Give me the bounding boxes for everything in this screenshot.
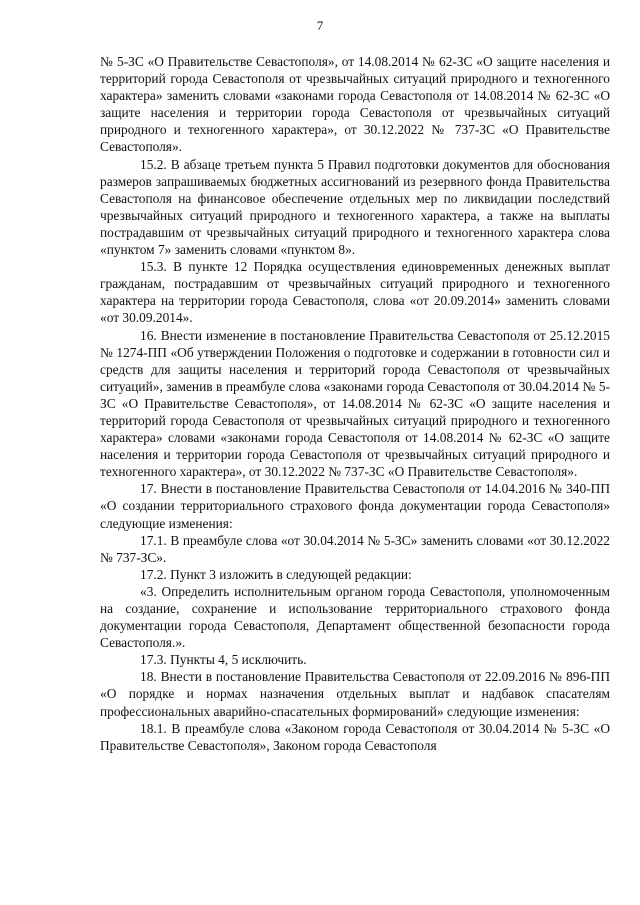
paragraph: 17.2. Пункт 3 изложить в следующей редакции: — [140, 566, 412, 582]
paragraph: 17.1. В преамбуле слова «от 30.04.2014 № 5-ЗС» заменить словами «от 30.12.2022 № 737-ЗС». — [100, 532, 610, 565]
paragraph: 15.3. В пункте 12 Порядка осуществления единовременных денежных выплат гражданам, пострадавшим от чрезвычайных ситуаций природного и техногенного характера на территории города Севастополя, слова «от 20.09.2014» заменить словами «от 30.09.2014». — [100, 259, 610, 326]
paragraph: 16. Внести изменение в постановление Правительства Севастополя от 25.12.2015 № 1274-ПП «Об утверждении Положения о подготовке и содержании в готовности сил и средств для защиты населения и территорий города Севастополя от чрезвычайных ситуаций», заменив в преамбуле слова «законами города Севастополя от 30.04.2014 № 5-ЗС «О Правительстве Севастополя», от 14.08.2014 № 62-ЗС «О защите населения и территорий города Севастополя от чрезвычайных ситуаций природного и техногенного характера» словами «законами города Севастополя от 14.08.2014 № 62-ЗС «О защите населения и территории города Севастополя от чрезвычайных ситуаций природного и техногенного характера», от 30.12.2022 № 737-ЗС «О Правительстве Севастополя». — [100, 327, 610, 480]
paragraph: 15.2. В абзаце третьем пункта 5 Правил подготовки документов для обоснования размеров запрашиваемых бюджетных ассигнований из резервного фонда Правительства Севастополя на финансовое обеспечение отдельных мер по ликвидации последствий чрезвычайных ситуаций природного и техногенного характера, а также на выплаты пострадавшим от чрезвычайных ситуаций природного и техногенного характера слова «пунктом 7» заменить словами «пунктом 8». — [100, 156, 610, 258]
document-body — [100, 53, 610, 754]
paragraph: 18.1. В преамбуле слова «Законом города Севастополя от 30.04.2014 № 5-ЗС «О Правительстве Севастополя», Законом города Севастополя — [100, 720, 610, 753]
paragraph: 17.3. Пункты 4, 5 исключить. — [140, 652, 307, 668]
paragraph: 18. Внести в постановление Правительства Севастополя от 22.09.2016 № 896-ПП «О порядке и нормах назначения отдельных выплат и надбавок спасателям профессиональных аварийно-спасательных формирований» следующие изменения: — [100, 669, 610, 719]
page-number: 7 — [316, 18, 324, 33]
paragraph: «3. Определить исполнительным органом города Севастополя, уполномоченным на создание, сохранение и использование территориального страхового фонда документации города Севастополя, Департамент общественной безопасности города Севастополя.». — [100, 583, 610, 651]
paragraph: 17. Внести в постановление Правительства Севастополя от 14.04.2016 № 340-ПП «О создании территориального страхового фонда документации города Севастополя» следующие изменения: — [100, 481, 610, 531]
paragraph: № 5-ЗС «О Правительстве Севастополя», от 14.08.2014 № 62-ЗС «О защите населения и территорий города Севастополя от чрезвычайных ситуаций природного и техногенного характера» заменить словами «законами города Севастополя от 14.08.2014 № 62-ЗС «О защите населения и территории города Севастополя от чрезвычайных ситуаций природного и техногенного характера», от 30.12.2022 № 737-ЗС «О Правительстве Севастополя». — [100, 54, 610, 155]
